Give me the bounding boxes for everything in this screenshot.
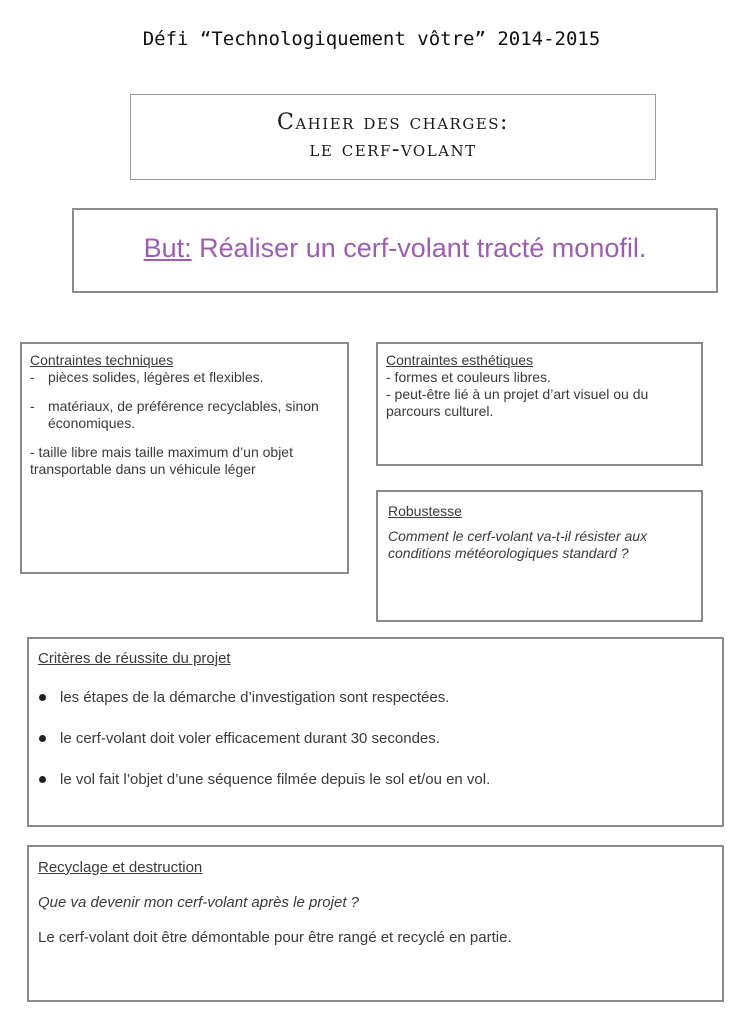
aesthetic-line: - formes et couleurs libres. [386,369,551,385]
robustness-card [376,490,703,622]
aesthetic-line: - peut-être lié à un projet d’art visuel ou du parcours culturel. [386,386,649,419]
goal-text: Réaliser un cerf-volant tracté monofil. [191,233,647,263]
title-box [130,94,656,180]
recycling-question: Que va devenir mon cerf-volant après le projet ? [38,894,359,911]
success-criteria-card [27,637,724,827]
aesthetic-constraints-title: Contraintes esthétiques [386,352,534,368]
criteria-item: les étapes de la démarche d’investigation sont respectées. [38,689,713,706]
robustness-question: Comment le cerf-volant va-t-il résister aux conditions météorologiques standard ? [388,528,648,561]
technical-item: - matériaux, de préférence recyclables, sinon économiques. [30,398,339,432]
criteria-item: le vol fait l’objet d’une séquence filmée depuis le sol et/ou en vol. [38,771,713,788]
document-header: Défi “Technologiquement vôtre” 2014-2015 [142,28,601,50]
technical-note: - taille libre mais taille maximum d’un objet transportable dans un véhicule léger [30,444,293,477]
technical-item: - pièces solides, légères et flexibles. [30,369,339,386]
aesthetic-constraints-card [376,342,703,466]
recycling-text: Le cerf-volant doit être démontable pour être rangé et recyclé en partie. [38,929,512,946]
technical-constraints-title: Contraintes techniques [30,352,174,368]
success-criteria-title: Critères de réussite du projet [38,650,231,667]
goal-box [72,208,718,293]
title-line-1: Cahier des charges: [277,110,509,135]
title-line-2: le cerf-volant [309,137,477,162]
criteria-item: le cerf-volant doit voler efficacement durant 30 secondes. [38,730,713,747]
technical-constraints-card [20,342,349,574]
goal-label: But: [143,233,192,263]
recycling-card [27,845,724,1002]
recycling-title: Recyclage et destruction [38,859,203,876]
robustness-title: Robustesse [388,503,462,519]
